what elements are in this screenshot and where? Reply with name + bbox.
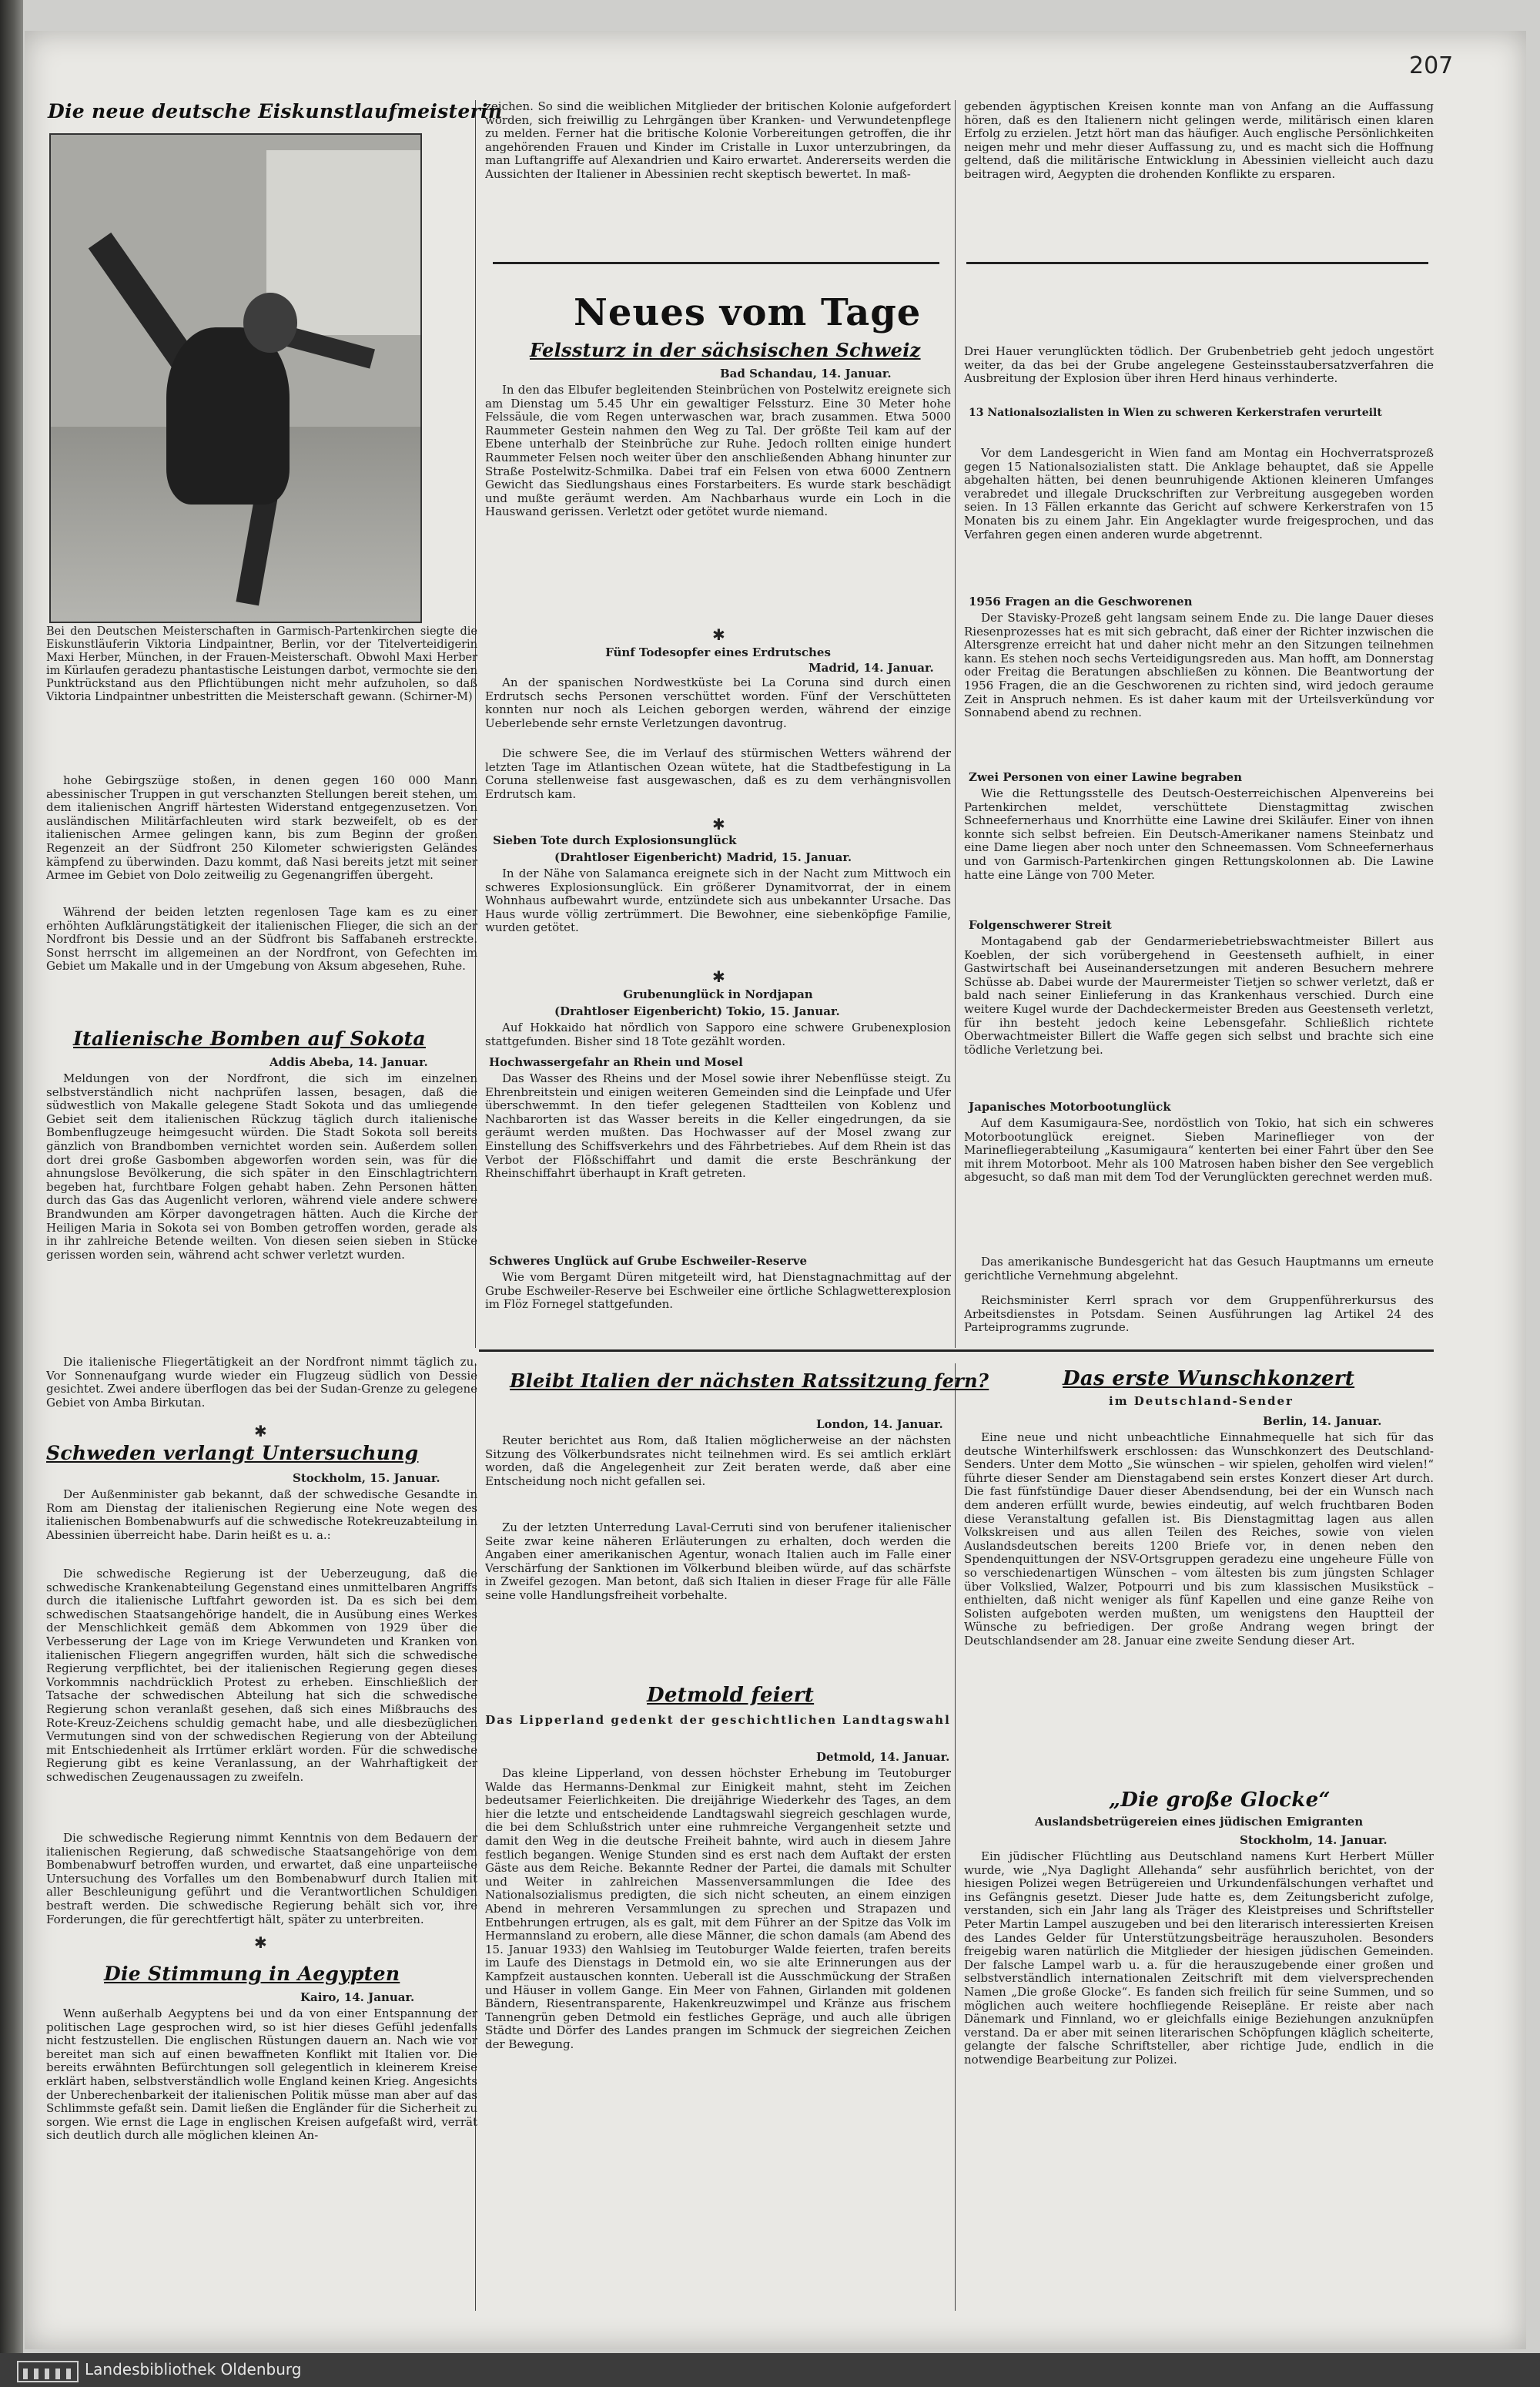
subheadline: Zwei Personen von einer Lawine begraben: [969, 770, 1242, 784]
subheadline: Auslandsbetrügereien eines jüdischen Emigranten: [1034, 1815, 1364, 1829]
article-text: Wenn außerhalb Aegyptens bei und da von einer Entspannung der politischen Lage gesprochen wird, so ist hier dieses Gefühl jedenfalls nicht festzustellen. Die englischen Rüstungen dauern an. Nach wie vor bereitet man sich auf einen bewaffneten Konflikt mit Italien vor. Die bereits erwähnten Befürchtungen soll gelegentlich in kleinerem Kreise erklärt haben, selbstverständlich wolle England keinen Krieg. Angesichts der Unberechenbarkeit der italienischen Politik müsse man aber auf das Schlimmste gefaßt sein. Damit ließen die Engländer für die Sicherheit zu sorgen. Wie ernst die Lage in englischen Kreisen aufgefaßt wird, verrät sich deutlich durch alle möglichen kleinen An-: [46, 2007, 477, 2143]
subheadline: Folgenschwerer Streit: [969, 918, 1112, 932]
library-name: Landesbibliothek Oldenburg: [85, 2360, 302, 2379]
headline-felssturz: Felssturz in der sächsischen Schweiz: [530, 339, 921, 361]
article-text: Ein jüdischer Flüchtling aus Deutschland namens Kurt Herbert Müller wurde, wie „Nya Daglight Allehanda“ sehr ausführlich berichtet, von der hiesigen Polizei wegen Betrügereien und Urkundenfälschungen verhaftet und ins Gefängnis gesetzt. Dieser Jude hatte es, dem Zeitungsbericht zufolge, verstanden, sich ein Jahr lang als Träger des Kleistpreises und Schriftsteller Peter Martin Lampel auszugeben und bei den literarisch interessierten Kreisen des Landes Gelder für Unterstützungsbeiträge herauszuholen. Besonders freigebig waren natürlich die Mitglieder der hiesigen jüdischen Gemeinden. Der falsche Lampel warb u. a. für die herauszugebende einer großen und selbstverständlich internationalen Zeitschrift mit dem vielversprechenden Namen „Die große Glocke“. Es fanden sich freilich für seine Summen, und so möglichen auch weitere hochfliegende Reisepläne. Er reiste aber nach Dänemark und Finnland, wo er gleichfalls einige Beziehungen anzuknüpfen verstand. Da er aber mit seinen literarischen Schöpfungen kläglich scheiterte, gelangte der falsche Schriftsteller, aber richtige Jude, endlich in die notwendige Bearbeitung zur Polizei.: [964, 1850, 1434, 2067]
headline-schweden: Schweden verlangt Untersuchung: [46, 1442, 419, 1464]
article-text: Zu der letzten Unterredung Laval-Cerruti sind von berufener italienischer Seite zwar keine näheren Erläuterungen zu erhalten, doch werden die Angaben einer amerikanischen Agentur, wonach Italien auch im Falle einer Verschärfung der Sanktionen im Völkerbund bleiben würde, auf das schärfste in Zweifel gezogen. Man betont, daß sich Italien in dieser Frage für alle Fälle seine volle Handlungsfreiheit vorbehalte.: [485, 1521, 951, 1602]
article-text: Drei Hauer verunglückten tödlich. Der Grubenbetrieb geht jedoch ungestört weiter, da das bei der Grube angelegene Gesteinsstaubersatzverfahren die Ausbreitung der Explosion über ihren Herd hinaus verhinderte.: [964, 345, 1434, 386]
column-rule: [955, 100, 956, 1348]
article-text: Wie vom Bergamt Düren mitgeteilt wird, hat Dienstagnachmittag auf der Grube Eschweiler-Reserve bei Eschweiler eine örtliche Schlagwetterexplosion im Flöz Fornegel stattgefunden.: [485, 1271, 951, 1312]
subheadline: Fünf Todesopfer eines Erdrutsches: [605, 645, 831, 659]
article-text: Meldungen von der Nordfront, die sich im einzelnen selbstverständlich nicht nachprüfen lassen, besagen, daß die südwestlich von Makalle gelegene Stadt Sokota und das umliegende Gebiet seit dem italienischen Rückzug täglich durch italienische Bombenflugzeuge heimgesucht würden. Die Stadt Sokota soll bereits gänzlich von Brandbomben vernichtet worden sein. Außerdem sollen dort drei große Gasbomben abgeworfen worden sein, was für die ahnungslose Bevölkerung, die sich später in den Einschlagtrichtern begeben hat, furchtbare Folgen gehabt haben. Zehn Personen hätten durch das Gas das Augenlicht verloren, während viele andere schwere Brandwunden am Körper davongetragen hätten. Auch die Kirche der Heiligen Maria in Sokota sei von Bomben getroffen worden, gerade als in ihr zahlreiche Betende weilten. Von diesen seien sieben in Stücke gerissen worden sein, während acht schwer verletzt wurden.: [46, 1072, 477, 1262]
dateline: Berlin, 14. Januar.: [1263, 1414, 1382, 1428]
article-text: Der Außenminister gab bekannt, daß der schwedische Gesandte in Rom am Dienstag der italienischen Regierung eine Note wegen des italienischen Bombenabwurfs auf die schwedische Rotekreuzabteilung in Abessinien überreicht habe. Darin heißt es u. a.:: [46, 1488, 477, 1542]
headline-wunschkonzert: Das erste Wunschkonzert: [1063, 1367, 1355, 1390]
article-text: hohe Gebirgszüge stoßen, in denen gegen 160 000 Mann abessinischer Truppen in gut verschanzten Stellungen bereit stehen, um dem italienischen Angriff härtesten Widerstand entgegenzusetzen. Von ausländischen Militärfachleuten wird stark bezweifelt, ob es der italienischen Armee gelingen kann, bis zum Beginn der großen Regenzeit an der Südfront 250 Kilometer schwierigsten Geländes kämpfend zu überwinden. Dazu kommt, daß Nasi bereits jetzt mit seiner Armee im Gebiet von Dolo zeitweilig zu Gegenangriffen übergeht.: [46, 774, 477, 883]
article-text: Wie die Rettungsstelle des Deutsch-Oesterreichischen Alpenvereins bei Partenkirchen meldet, verschüttete Dienstagmittag zwischen Schneefernerhaus und Knorrhütte eine Lawine drei Skiläufer. Einer von ihnen konnte sich selbst befreien. Ein Deutsch-Amerikaner namens Steinbatz und eine Dame liegen aber noch unter den Schneemassen. Vom Schneefernerhaus und von Garmisch-Partenkirchen gingen Rettungskolonnen ab. Die Lawine hatte eine Länge von 700 Meter.: [964, 787, 1434, 882]
article-text: An der spanischen Nordwestküste bei La Coruna sind durch einen Erdrutsch sechs Personen verschüttet worden. Fünf der Verschütteten konnten nur noch als Leichen geborgen werden, während der einzige Ueberlebende sehr ernste Verletzungen davontrug.: [485, 676, 951, 730]
article-text: Die italienische Fliegertätigkeit an der Nordfront nimmt täglich zu. Vor Sonnenaufgang wurde wieder ein Flugzeug südlich von Dessie gesichtet. Zwei andere überflogen das bei der Sudan-Grenze zu gelegene Gebiet von Amba Birkutan.: [46, 1356, 477, 1410]
subheadline: Sieben Tote durch Explosionsunglück: [493, 833, 737, 847]
headline-detmold: Detmold feiert: [647, 1684, 815, 1707]
section-rule: [493, 262, 939, 264]
article-text: In der Nähe von Salamanca ereignete sich in der Nacht zum Mittwoch ein schweres Explosionsunglück. Ein größerer Dynamitvorrat, der in einem Wohnhaus aufbewahrt wurde, entzündete sich aus unbekannter Ursache. Das Haus wurde völlig zertrümmert. Die Bewohner, eine siebenköpfige Familie, wurden getötet.: [485, 867, 951, 935]
separator-star: ✱: [712, 967, 725, 986]
subheadline: Schweres Unglück auf Grube Eschweiler-Reserve: [489, 1254, 808, 1268]
dateline: Kairo, 14. Januar.: [300, 1990, 415, 2004]
article-text: Das kleine Lipperland, von dessen höchster Erhebung im Teutoburger Walde das Hermanns-Denkmal zur Einigkeit mahnt, steht im Zeichen bedeutsamer Feierlichkeiten. Die dreijährige Wiederkehr des Tages, an dem hier die letzte und entscheidende Landtagswahl siegreich geschlagen wurde, die bei dem Schlußstrich unter eine ruhmreiche Vergangenheit setzte und damit den Weg in die deutsche Freiheit bahnte, wird auch in diesem Jahre festlich begangen. Wenige Stunden sind es erst nach dem Auftakt der ersten Gäste aus dem Reiche. Bekannte Redner der Partei, die damals mit Schulter und Weiter in zahlreichen Massenversammlungen die Idee des Nationalsozialismus predigten, die sich nicht scheuten, an einem einzigen Abend in mehreren Versammlungen zu sprechen und Strapazen und Entbehrungen ertrugen, als es galt, mit dem Führer an der Spitze das Volk im Hermannsland zu erobern, alle diese Männer, die schon damals (am Abend des 15. Januar 1933) den Wahlsieg im Teutoburger Walde feierten, trafen bereits im Laufe des Dienstags in Detmold ein, wo sie alte Erinnerungen aus der Kampfzeit austauschen konnten. Ueberall ist die Ausschmückung der Straßen und Häuser in vollem Gange. Ein Meer von Fahnen, Girlanden mit goldenen Bändern, Riesentransparente, Hakenkreuzwimpel und Kränze aus frischem Tannengrün geben Detmold ein festliches Gepräge, und auch alle übrigen Städte und Dörfer des Landes prangen im Schmuck der siegreichen Zeichen der Bewegung.: [485, 1767, 951, 2051]
dateline: Stockholm, 15. Januar.: [293, 1471, 440, 1485]
library-footer-bar: [0, 2353, 1540, 2387]
column-rule: [955, 1363, 956, 2311]
dateline: Madrid, 14. Januar.: [808, 661, 934, 675]
dateline: Detmold, 14. Januar.: [816, 1750, 950, 1764]
headline-italien: Bleibt Italien der nächsten Ratssitzung fern?: [510, 1370, 989, 1392]
photo-caption: Bei den Deutschen Meisterschaften in Garmisch-Partenkirchen siegte die Eiskunstläuferin Viktoria Lindpaintner, Berlin, vor der Titelverteidigerin Maxi Herber, München, in der Frauen-Meisterschaft. Obwohl Maxi Herber im Kürlaufen geradezu phantastische Leistungen darbot, vermochte sie den Punktrückstand aus den Pflichtübungen nicht mehr aufzuholen, so daß Viktoria Lindpaintner unbestritten die Meisterschaft gewann. (Schirner-M): [46, 625, 477, 703]
separator-star: ✱: [712, 815, 725, 833]
article-text: Montagabend gab der Gendarmeriebetriebswachtmeister Billert aus Koeblen, der sich vorübergehend in Geestenseth aufhielt, in einer Gastwirtschaft bei Auseinandersetzungen mit anderen Besuchern mehrere Schüsse ab. Dabei wurde der Maurermeister Tietjen so schwer verletzt, daß er bald nach seiner Einlieferung in das Krankenhaus verschied. Durch eine weitere Kugel wurde der Dachdeckermeister Breden aus Geestenseth verletzt, für ihn besteht jedoch keine Lebensgefahr. Schließlich richtete Oberwachtmeister Billert die Waffe gegen sich selbst und brachte sich eine tödliche Verletzung bei.: [964, 935, 1434, 1057]
separator-star: ✱: [712, 625, 725, 644]
dateline: Stockholm, 14. Januar.: [1240, 1833, 1388, 1847]
separator-star: ✱: [254, 1422, 267, 1440]
article-text: Reuter berichtet aus Rom, daß Italien möglicherweise an der nächsten Sitzung des Völkerbundsrates nicht teilnehmen wird. Es sei amtlich erklärt worden, daß die Angelegenheit zur Zeit beraten werde, daß aber eine Entscheidung noch nicht gefallen sei.: [485, 1434, 951, 1488]
headline-aegypten: Die Stimmung in Aegypten: [104, 1963, 400, 1985]
headline-eiskunstlauf: Die neue deutsche Eiskunstlaufmeisterin: [48, 100, 503, 122]
article-text: Auf dem Kasumigaura-See, nordöstlich von Tokio, hat sich ein schweres Motorbootunglück ereignet. Sieben Marineflieger von der Marinefliegerabteilung „Kasumigaura“ kenterten bei einer Fahrt über den See mit ihrem Motorboot. Mehr als 100 Matrosen haben bisher den See vergeblich abgesucht, so daß man mit dem Tod der Verunglückten gerechnet werden muß.: [964, 1117, 1434, 1185]
section-rule: [966, 262, 1428, 264]
book-binding: [0, 0, 23, 2387]
subheadline: Hochwassergefahr an Rhein und Mosel: [489, 1055, 743, 1069]
subheadline: im Deutschland-Sender: [1109, 1394, 1294, 1408]
library-logo-icon: [17, 2361, 79, 2382]
article-text: Reichsminister Kerrl sprach vor dem Gruppenführerkursus des Arbeitsdienstes in Potsdam. Seinen Ausführungen lag Artikel 24 des Parteiprogramms zugrunde.: [964, 1294, 1434, 1335]
article-text: In den das Elbufer begleitenden Steinbrüchen von Postelwitz ereignete sich am Dienstag um 5.45 Uhr ein gewaltiger Felssturz. Eine 30 Meter hohe Felssäule, die vom Regen unterwaschen war, brach zusammen. Etwa 5000 Raummeter Gestein nahmen den Weg zu Tal. Der größte Teil kam auf der Ebene unterhalb der Steinbrüche zur Ruhe. Jedoch rollten einige hundert Raummeter Felsen noch weiter über den anschließenden Abhang hinunter zur Straße Postelwitz-Schmilka. Dabei traf ein Felsen von etwa 6000 Zentnern Gewicht das Siedlungshaus eines Forstarbeiters. Es wurde stark beschädigt und mußte geräumt werden. Am Nachbarhaus wurde ein Loch in die Hauswand gerissen. Verletzt oder getötet wurde niemand.: [485, 384, 951, 519]
headline-grosse-glocke: „Die große Glocke“: [1109, 1789, 1331, 1812]
article-text: Die schwedische Regierung nimmt Kenntnis von dem Bedauern der italienischen Regierung, daß schwedische Staatsangehörige von dem Bombenabwurf betroffen wurden, und erwartet, daß eine unparteiische Untersuchung des Vorfalles um den Bombenabwurf durch Italien mit aller Beschleunigung geführt und die Verantwortlichen Schuldigen bestraft werden. Die schwedische Regierung behält sich vor, ihre Forderungen, die für gerechtfertigt hält, später zu unterbreiten.: [46, 1832, 477, 1926]
dateline: Addis Abeba, 14. Januar.: [270, 1055, 428, 1069]
subheadline: Grubenunglück in Nordjapan: [623, 987, 813, 1001]
dateline: Bad Schandau, 14. Januar.: [720, 367, 892, 381]
masthead-neues-vom-tage: Neues vom Tage: [574, 291, 922, 334]
subheadline: Das Lipperland gedenkt der geschichtlichen Landtagswahl: [485, 1713, 951, 1727]
article-text: gebenden ägyptischen Kreisen konnte man von Anfang an die Auffassung hören, daß es den Italienern nicht gelingen werde, militärisch einen klaren Erfolg zu erzielen. Jetzt hört man das häufiger. Auch englische Persönlichkeiten neigen mehr und mehr dieser Auffassung zu, und es macht sich die Hoffnung geltend, daß die militärische Entwicklung in Abessinien vielleicht auch dazu beitragen wird, Aegypten die drohenden Konflikte zu ersparen.: [964, 100, 1434, 181]
dateline: London, 14. Januar.: [816, 1417, 943, 1431]
section-rule: [479, 1349, 1434, 1352]
subheadline: Japanisches Motorbootunglück: [969, 1100, 1171, 1114]
article-text: Während der beiden letzten regenlosen Tage kam es zu einer erhöhten Aufklärungstätigkeit der italienischen Flieger, die sich an der Nordfront bis Dessie und an der Südfront bis Saffabaneh erstreckte. Sonst herrscht im allgemeinen an der Nordfront, von Gefechten im Gebiet um Makalle und in der Umgebung von Aksum abgesehen, Ruhe.: [46, 906, 477, 974]
headline-bomben: Italienische Bomben auf Sokota: [73, 1028, 426, 1050]
subheadline: 13 Nationalsozialisten in Wien zu schweren Kerkerstrafen verurteilt: [969, 407, 1382, 419]
dateline: (Drahtloser Eigenbericht) Madrid, 15. Januar.: [554, 850, 852, 864]
article-text: Die schwere See, die im Verlauf des stürmischen Wetters während der letzten Tage im Atlantischen Ozean wütete, hat die Stadtbefestigung in La Coruna stellenweise fast ausgewaschen, daß es zu dem verhängnisvollen Erdrutsch kam.: [485, 747, 951, 801]
article-text: Auf Hokkaido hat nördlich von Sapporo eine schwere Grubenexplosion stattgefunden. Bisher sind 18 Tote gezählt worden.: [485, 1021, 951, 1048]
skater-photo: [49, 133, 422, 623]
page-number: 207: [1409, 52, 1454, 79]
article-text: Vor dem Landesgericht in Wien fand am Montag ein Hochverratsprozeß gegen 15 Nationalsozialisten statt. Die Anklage behauptet, daß sie Appelle abgehalten hätten, bei denen beunruhigende Aktionen kleineren Umfanges verabredet und illegale Druckschriften zur Verbreitung ausgegeben worden seien. In 13 Fällen erkannte das Gericht auf schwere Kerkerstrafen von 15 Monaten bis zu einem Jahr. Ein Angeklagter wurde freigesprochen, und das Verfahren gegen einen anderen wurde abgetrennt.: [964, 447, 1434, 541]
article-text: Die schwedische Regierung ist der Ueberzeugung, daß die schwedische Krankenabteilung Gegenstand eines unmittelbaren Angriffs durch die italienische Luftfahrt geworden ist. Da es sich bei dem schwedischen Staatsangehörige handelt, die in Ausübung eines Werkes der Menschlichkeit gemäß dem Abkommen von 1929 über die Verbesserung der Lage von im Kriege Verwundeten und Kranken von italienischen Fliegern angegriffen wurden, hält sich die schwedische Regierung verpflichtet, bei der italienischen Regierung gegen dieses Vorkommnis nachdrücklich Protest zu erheben. Einschließlich der Tatsache der schwedischen Abteilung hat sich die schwedische Regierung schon veranlaßt gesehen, daß sich eines Mißbrauchs des Rote-Kreuz-Zeichens schuldig gemacht habe, und alle diesbezüglichen Vermutungen sind von der schwedischen Regierung von der Abteilung mit Entschiedenheit als Irrtümer erklärt worden. Für die schwedische Regierung gibt es keine Veranlassung, an der Wahrhaftigkeit der schwedischen Zeugenaussagen zu zweifeln.: [46, 1567, 477, 1784]
article-text: Eine neue und nicht unbeachtliche Einnahmequelle hat sich für das deutsche Winterhilfswerk erschlossen: das Wunschkonzert des Deutschland-Senders. Unter dem Motto „Sie wünschen – wir spielen, geholfen wird vielen!“ führte dieser Sender am Dienstagabend sein erstes Konzert dieser Art durch. Die fast fünfstündige Dauer dieser Abendsendung, bei der ein Wunsch nach dem anderen erfüllt wurde, bewies eindeutig, auf welch fruchtbaren Boden diese Veranstaltung gefallen ist. Bis Dienstagmittag lagen aus allen Volkskreisen und aus allen Teilen des Reiches, sowie von vielen Auslandsdeutschen bereits 1200 Briefe vor, in denen neben den Spendenquittungen der NSV-Ortsgruppen geradezu eine ungeheure Fülle von so verschiedenartigen Wünschen – vom ältesten bis zum jüngsten Schlager über Volkslied, Walzer, Potpourri und bis zum klassischen Musikstück – enthielten, daß nicht weniger als fünf Kapellen und eine ganze Reihe von Solisten aufgeboten werden mußten, um wenigstens den Hauptteil der Wünsche zu befriedigen. Der große Andrang wegen bringt der Deutschlandsender am 28. Januar eine zweite Sendung dieser Art.: [964, 1431, 1434, 1648]
separator-star: ✱: [254, 1933, 267, 1952]
subheadline: 1956 Fragen an die Geschworenen: [969, 595, 1193, 608]
article-text: Das Wasser des Rheins und der Mosel sowie ihrer Nebenflüsse steigt. Zu Ehrenbreitstein und einigen weiteren Gemeinden sind die Leinpfade und Ufer überschwemmt. In den tiefer gelegenen Stadtteilen von Koblenz und Nachbarorten ist das Wasser bereits in die Keller eingedrungen, da sie geräumt werden mußten. Das Hochwasser auf der Mosel zwang zur Einstellung des Schiffsverkehrs und des Fährbetriebes. Auf dem Rhein ist das Verbot der Flößschiffahrt und damit die erste Beschränkung der Rheinschiffahrt überhaupt in Kraft getreten.: [485, 1072, 951, 1181]
dateline: (Drahtloser Eigenbericht) Tokio, 15. Januar.: [554, 1004, 840, 1018]
article-text: zeichen. So sind die weiblichen Mitglieder der britischen Kolonie aufgefordert worden, sich freiwillig zu Lehrgängen über Kranken- und Verwundetenpflege zu melden. Ferner hat die britische Kolonie Vorbereitungen getroffen, die ihr angehörenden Frauen und Kinder im Cristalle in Luxor unterzubringen, da man Luftangriffe auf Alexandrien und Kairo erwartet. Andererseits werden die Aussichten der Italiener in Abessinien recht skeptisch bewertet. In maß-: [485, 100, 951, 181]
article-text: Der Stavisky-Prozeß geht langsam seinem Ende zu. Die lange Dauer dieses Riesenprozesses hat es mit sich gebracht, daß einer der Richter inzwischen die Altersgrenze erreicht hat und daher nicht mehr an den Sitzungen teilnehmen kann. Es stehen noch sechs Verteidigungsreden aus. Man hofft, am Donnerstag oder Freitag die Beratungen abschließen zu können. Die Beantwortung der 1956 Fragen, die an die Geschworenen zu richten sind, wird jedoch geraume Zeit in Anspruch nehmen. Es ist daher kaum mit der Urteilsverkündung vor Sonnabend abend zu rechnen.: [964, 612, 1434, 720]
article-text: Das amerikanische Bundesgericht hat das Gesuch Hauptmanns um erneute gerichtliche Vernehmung abgelehnt.: [964, 1256, 1434, 1282]
